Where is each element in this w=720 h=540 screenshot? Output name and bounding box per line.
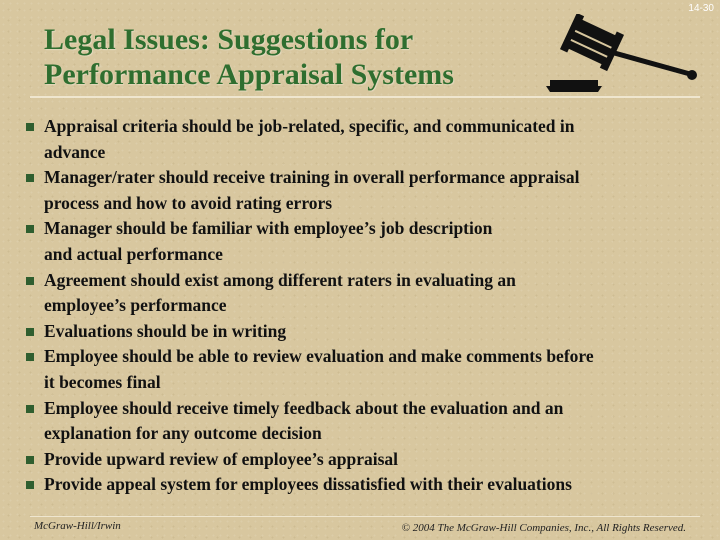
bullet-item	[26, 447, 708, 473]
footer-publisher: McGraw-Hill/Irwin	[34, 520, 121, 532]
square-bullet-icon	[26, 328, 34, 336]
square-bullet-icon	[26, 277, 34, 285]
bullet-text-line-1: Evaluations should be in writing	[44, 320, 287, 341]
bullet-text-line-2: it becomes final	[44, 371, 161, 392]
slide-title	[44, 22, 534, 92]
bullet-item	[26, 114, 708, 165]
bullet-text-line-2: process and how to avoid rating errors	[44, 192, 333, 213]
square-bullet-icon	[26, 353, 34, 361]
bullet-text-line-1: Manager/rater should receive training in overall performance appraisal	[44, 167, 580, 188]
bullet-item	[26, 396, 708, 447]
bullet-text-line-1: Provide appeal system for employees dissatisfied with their evaluations	[44, 474, 572, 495]
slide-title-line-1: Legal Issues: Suggestions for	[44, 23, 414, 56]
bullet-text-line-1: Appraisal criteria should be job-related, specific, and communicated in	[44, 116, 575, 136]
square-bullet-icon	[26, 481, 34, 489]
bullet-item	[26, 165, 708, 216]
bullet-text-line-2: and actual performance	[44, 243, 223, 264]
bullet-text-line-1: Agreement should exist among different raters in evaluating an	[44, 269, 516, 290]
bullet-text-line-2: advance	[44, 141, 106, 162]
bullet-text-line-1: Provide upward review of employee’s appraisal	[44, 448, 399, 469]
square-bullet-icon	[26, 456, 34, 464]
bullet-item	[26, 344, 708, 395]
square-bullet-icon	[26, 225, 34, 233]
bullet-text-line-2: employee’s performance	[44, 295, 227, 316]
bullet-item	[26, 472, 708, 498]
square-bullet-icon	[26, 405, 34, 413]
footer-copyright: © 2004 The McGraw-Hill Companies, Inc., All Rights Reserved.	[401, 522, 686, 534]
bullet-item	[26, 268, 708, 319]
square-bullet-icon	[26, 123, 34, 131]
bullet-item	[26, 216, 708, 267]
bullet-list	[26, 114, 708, 498]
slide-number: 14-30	[688, 3, 714, 14]
bullet-item	[26, 319, 708, 345]
gavel-icon	[542, 14, 702, 94]
footer-divider	[30, 516, 700, 517]
bullet-text-line-1: Employee should be able to review evaluation and make comments before	[44, 346, 594, 367]
bullet-text-line-2: explanation for any outcome decision	[44, 423, 322, 444]
slide-title-line-2: Performance Appraisal Systems	[44, 58, 454, 91]
bullet-text-line-1: Employee should receive timely feedback about the evaluation and an	[44, 397, 564, 418]
bullet-text-line-1: Manager should be familiar with employee’s job description	[44, 218, 493, 239]
title-divider	[30, 96, 700, 98]
square-bullet-icon	[26, 174, 34, 182]
